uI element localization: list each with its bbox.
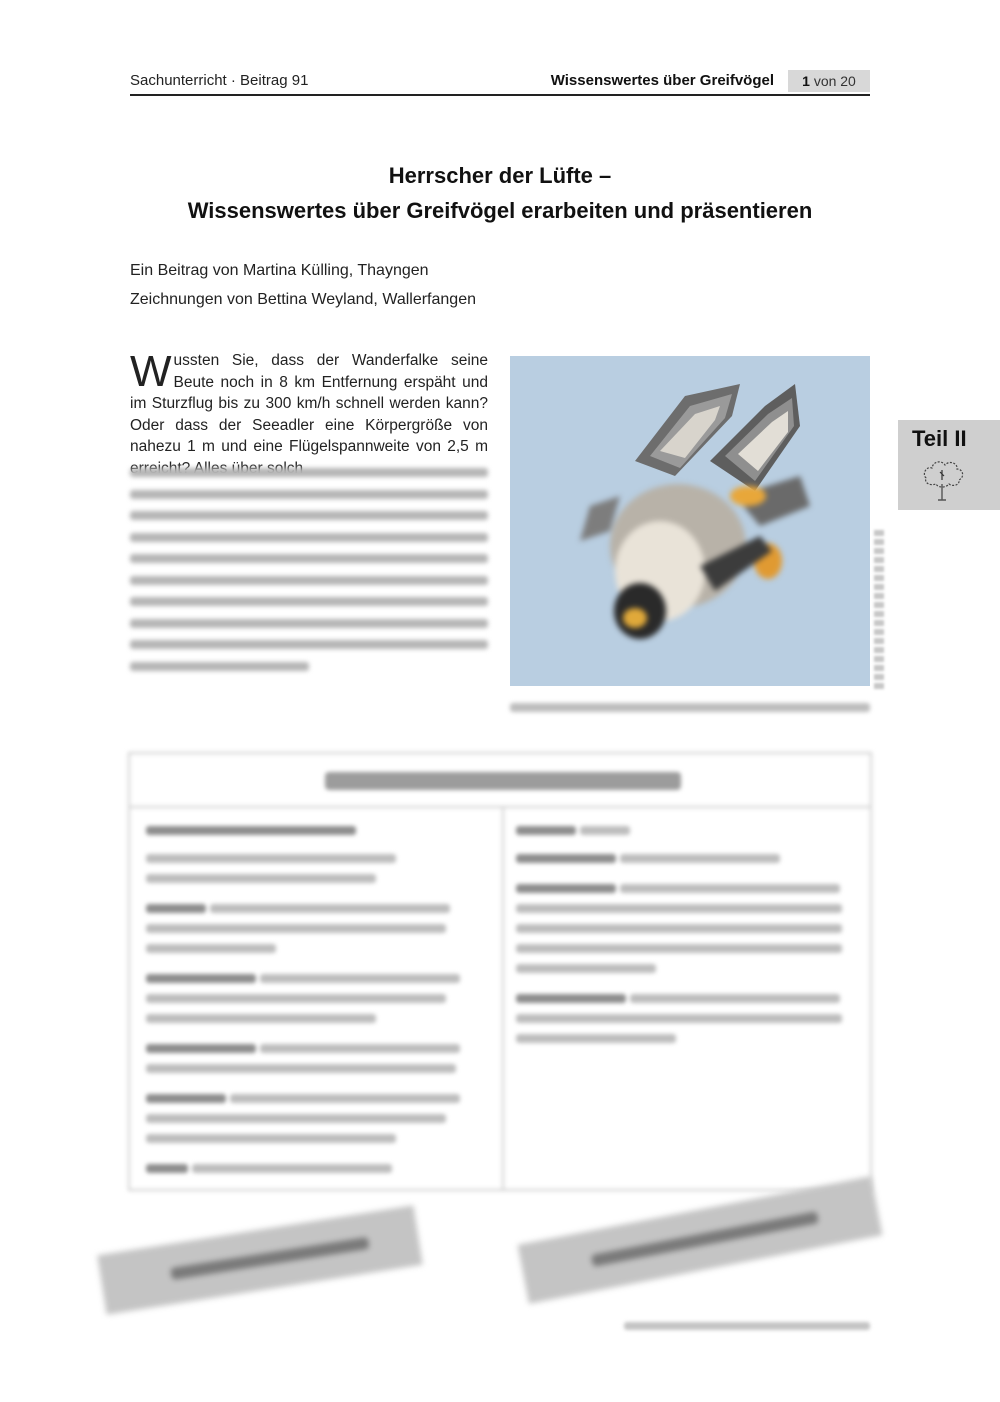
falcon-photo [510,356,870,686]
tree-icon [918,454,968,504]
illustrator-line: Zeichnungen von Bettina Weyland, Wallerfangen [130,291,476,308]
page-title-line-1: Herrscher der Lüfte – [388,163,612,188]
header-title: Wissenswertes über Greifvögel [550,72,774,89]
section-tab [898,420,1000,510]
blurred-paragraph [130,468,488,683]
header-subject: Sachunterricht · Beitrag 91 [130,72,309,89]
page-indicator [788,70,870,92]
poster-banner [97,1205,422,1314]
photo-credit-vertical [874,530,884,690]
photo-caption [510,703,870,712]
falcon-illustration [510,356,870,686]
page-title-line-2: Wissenswertes über Greifvögel erarbeiten und präsentieren [187,198,813,223]
summary-column-right [504,808,870,1189]
copyright-line [624,1322,870,1330]
summary-box [128,752,872,1191]
running-header [130,70,870,96]
page-total: von 20 [813,73,856,89]
author-line: Ein Beitrag von Martina Külling, Thayngen [130,262,429,279]
drop-cap: W [130,347,172,396]
cd-banner [518,1176,883,1304]
intro-text: ussten Sie, dass der Wanderfalke seine Beute noch in 8 km Entfernung erspäht und im Sturzflug bis zu 300 km/h schnell werden kann? Oder dass der Seeadler eine Körpergröße von nahezu 1 m und eine Flügelspannweite von 2,5 m [130,352,488,455]
intro-paragraph [130,347,488,466]
summary-column-left [130,808,504,1189]
page-current: 1 [802,73,810,89]
summary-heading [130,754,870,808]
section-tab-label: Teil II [912,426,967,451]
